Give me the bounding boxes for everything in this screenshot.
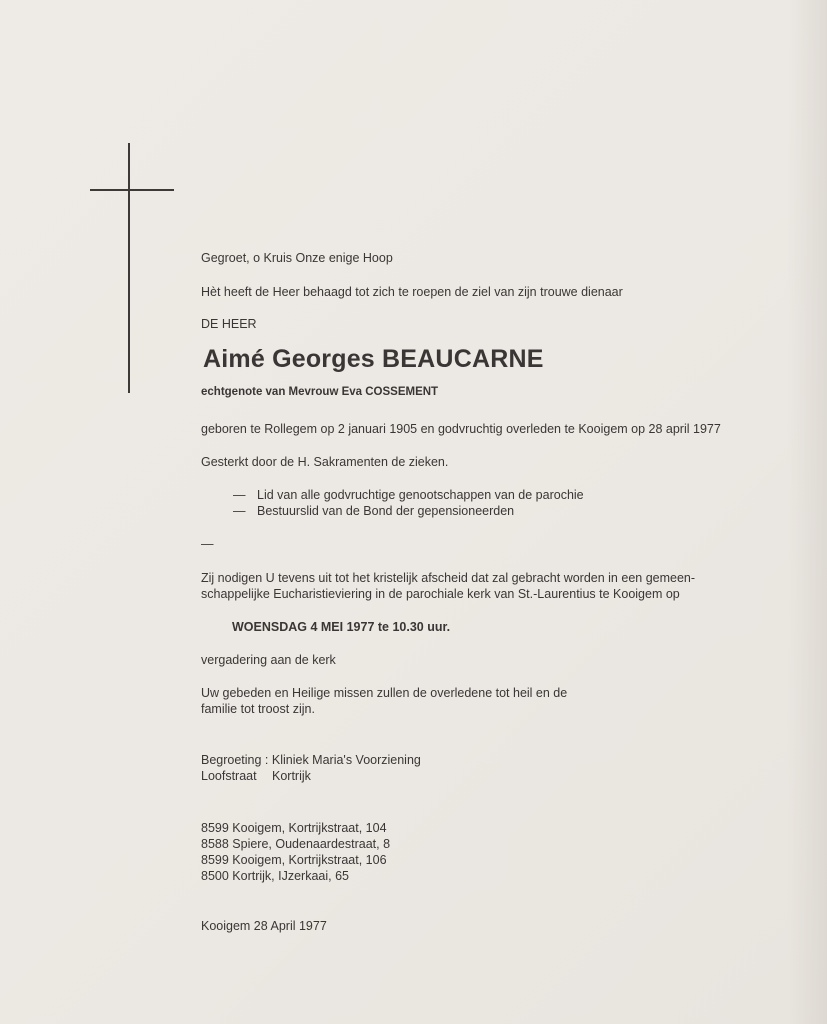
deceased-name: Aimé Georges BEAUCARNE — [203, 345, 544, 373]
separator-dash: — — [201, 537, 214, 551]
dash-marker: — — [233, 504, 246, 518]
address-line: 8599 Kooigem, Kortrijkstraat, 104 — [201, 821, 387, 835]
membership-text: Bestuurslid van de Bond der gepensioneerden — [257, 504, 515, 518]
invitation-line-2: schappelijke Eucharistieviering in de parochiale kerk van St.-Laurentius te Kooigem op — [201, 587, 680, 601]
gathering-line: vergadering aan de kerk — [201, 653, 336, 667]
address-line: 8588 Spiere, Oudenaardestraat, 8 — [201, 837, 391, 851]
address-line: 8599 Kooigem, Kortrijkstraat, 106 — [201, 853, 387, 867]
invitation-line-1: Zij nodigen U tevens uit tot het kristelijk afscheid dat zal gebracht worden in een gemeen- — [201, 571, 696, 585]
service-date-time: WOENSDAG 4 MEI 1977 te 10.30 uur. — [232, 620, 451, 634]
address-line: 8500 Kortrijk, IJzerkaai, 65 — [201, 869, 349, 883]
visitation-city: Kortrijk — [272, 769, 311, 783]
spouse-line: echtgenote van Mevrouw Eva COSSEMENT — [201, 386, 439, 398]
visitation-line: Begroeting : Kliniek Maria's Voorziening — [201, 753, 421, 767]
sacraments-line: Gesterkt door de H. Sakramenten de zieken. — [201, 455, 449, 469]
membership-text: Lid van alle godvruchtige genootschappen van de parochie — [257, 488, 584, 502]
greeting-line: Gegroet, o Kruis Onze enige Hoop — [201, 251, 393, 265]
visitation-address — [201, 768, 311, 784]
paper-edge-shadow — [787, 0, 827, 1024]
dash-marker: — — [233, 488, 246, 502]
title-line: DE HEER — [201, 317, 257, 331]
place-date: Kooigem 28 April 1977 — [201, 919, 327, 933]
intro-line: Hèt heeft de Heer behaagd tot zich te roepen de ziel van zijn trouwe dienaar — [201, 285, 623, 299]
cross-icon-horizontal — [90, 189, 174, 191]
prayers-line-1: Uw gebeden en Heilige missen zullen de overledene tot heil en de — [201, 686, 568, 700]
visitation-street: Loofstraat — [201, 769, 257, 783]
born-died-line: geboren te Rollegem op 2 januari 1905 en godvruchtig overleden te Kooigem op 28 april 1977 — [201, 422, 721, 436]
membership-item — [233, 503, 514, 519]
cross-icon-vertical — [128, 143, 130, 393]
prayers-line-2: familie tot troost zijn. — [201, 702, 315, 716]
membership-item — [233, 487, 584, 503]
